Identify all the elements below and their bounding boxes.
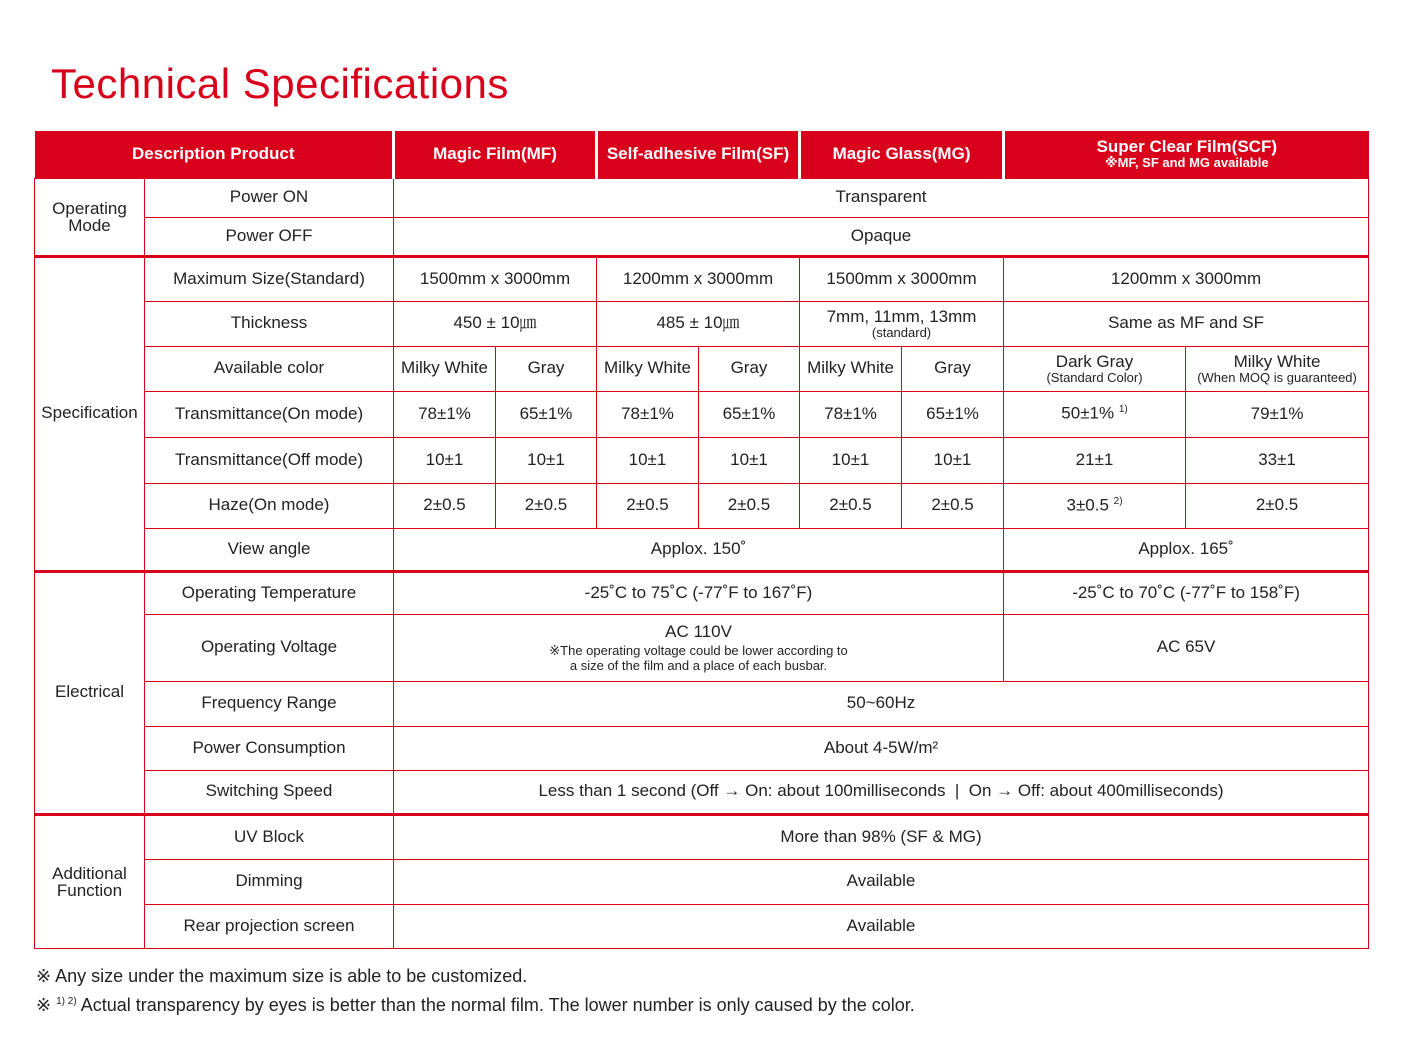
row-trans-off xyxy=(35,437,1369,483)
haze-value: 2±0.5 xyxy=(496,483,597,528)
trans-off-value: 10±1 xyxy=(597,437,699,483)
trans-on-value: 78±1% xyxy=(597,391,699,437)
color-scf-milky xyxy=(1186,346,1369,391)
voltage-note-2: a size of the film and a place of each busbar. xyxy=(569,657,828,673)
label-dimming: Dimming xyxy=(145,859,394,904)
dimming-value: Available xyxy=(394,859,1369,904)
thickness-sf: 485 ± 10㎛ xyxy=(597,301,800,346)
scf-milky-note: (When MOQ is guaranteed) xyxy=(1197,370,1357,386)
header-mg: Magic Glass(MG) xyxy=(800,131,1004,178)
section-electrical: Electrical xyxy=(35,571,145,814)
label-thickness: Thickness xyxy=(145,301,394,346)
row-switch xyxy=(35,770,1369,814)
temp-scf: -25˚C to 70˚C (-77˚F to 158˚F) xyxy=(1004,571,1369,614)
label-freq: Frequency Range xyxy=(145,681,394,726)
footnote-mark-2: 2) xyxy=(1113,495,1123,507)
label-power: Power Consumption xyxy=(145,726,394,770)
haze-scf-dark xyxy=(1004,483,1186,528)
color-mg-milky: Milky White xyxy=(800,346,902,391)
max-size-mf: 1500mm x 3000mm xyxy=(394,256,597,301)
haze-scf-milky: 2±0.5 xyxy=(1186,483,1369,528)
trans-on-scf-dark-value: 50±1% xyxy=(1061,403,1115,423)
row-thickness xyxy=(35,301,1369,346)
row-view-angle xyxy=(35,528,1369,571)
footnotes xyxy=(36,964,915,1018)
label-trans-on: Transmittance(On mode) xyxy=(145,391,394,437)
page-title: Technical Specifications xyxy=(51,60,509,107)
header-scf-title: Super Clear Film(SCF) xyxy=(1096,136,1277,156)
trans-on-scf-milky: 79±1% xyxy=(1186,391,1369,437)
max-size-sf: 1200mm x 3000mm xyxy=(597,256,800,301)
label-rear: Rear projection screen xyxy=(145,904,394,948)
label-power-off: Power OFF xyxy=(145,217,394,256)
trans-off-scf-milky: 33±1 xyxy=(1186,437,1369,483)
haze-value: 2±0.5 xyxy=(902,483,1004,528)
view-angle-scf: Applox. 165˚ xyxy=(1004,528,1369,571)
label-power-on: Power ON xyxy=(145,178,394,217)
dark-gray-label: Dark Gray xyxy=(1055,351,1134,371)
voltage-main xyxy=(394,614,1004,681)
freq-value: 50~60Hz xyxy=(394,681,1369,726)
trans-on-value: 65±1% xyxy=(902,391,1004,437)
trans-off-value: 10±1 xyxy=(394,437,496,483)
voltage-scf: AC 65V xyxy=(1004,614,1369,681)
trans-on-value: 65±1% xyxy=(496,391,597,437)
row-temp xyxy=(35,571,1369,614)
footnote-2-prefix: ※ xyxy=(36,995,52,1015)
row-voltage xyxy=(35,614,1369,681)
trans-on-value: 78±1% xyxy=(800,391,902,437)
label-trans-off: Transmittance(Off mode) xyxy=(145,437,394,483)
color-sf-gray: Gray xyxy=(699,346,800,391)
color-mg-gray: Gray xyxy=(902,346,1004,391)
section-specification: Specification xyxy=(35,256,145,571)
header-sf: Self-adhesive Film(SF) xyxy=(597,131,800,178)
haze-value: 2±0.5 xyxy=(597,483,699,528)
row-power-on xyxy=(35,178,1369,217)
label-switch: Switching Speed xyxy=(145,770,394,814)
row-haze xyxy=(35,483,1369,528)
switch-value: Less than 1 second (Off → On: about 100milliseconds | On → Off: about 400milliseconds) xyxy=(394,770,1369,814)
color-sf-milky: Milky White xyxy=(597,346,699,391)
row-rear xyxy=(35,904,1369,948)
thickness-scf: Same as MF and SF xyxy=(1004,301,1369,346)
thickness-mg-note: (standard) xyxy=(871,325,932,341)
section-operating-mode: Operating Mode xyxy=(35,178,145,256)
footnote-2-marks: 1) 2) xyxy=(56,996,77,1007)
row-trans-on xyxy=(35,391,1369,437)
header-description: Description Product xyxy=(35,131,394,178)
row-power xyxy=(35,726,1369,770)
thickness-mg xyxy=(800,301,1004,346)
footnote-2-text: Actual transparency by eyes is better than the normal film. The lower number is only caused by the color. xyxy=(80,995,915,1015)
header-scf xyxy=(1004,131,1369,178)
temp-main: -25˚C to 75˚C (-77˚F to 167˚F) xyxy=(394,571,1004,614)
color-mf-milky: Milky White xyxy=(394,346,496,391)
trans-off-value: 10±1 xyxy=(496,437,597,483)
label-temp: Operating Temperature xyxy=(145,571,394,614)
value-power-on: Transparent xyxy=(394,178,1369,217)
label-color: Available color xyxy=(145,346,394,391)
voltage-note-1: ※The operating voltage could be lower according to xyxy=(549,642,848,658)
trans-off-value: 10±1 xyxy=(699,437,800,483)
row-power-off xyxy=(35,217,1369,256)
voltage-main-value: AC 110V xyxy=(665,622,732,642)
header-scf-note: ※MF, SF and MG available xyxy=(1104,155,1269,171)
row-color xyxy=(35,346,1369,391)
max-size-mg: 1500mm x 3000mm xyxy=(800,256,1004,301)
label-uv: UV Block xyxy=(145,814,394,859)
haze-scf-dark-value: 3±0.5 xyxy=(1066,495,1109,515)
label-max-size: Maximum Size(Standard) xyxy=(145,256,394,301)
trans-on-value: 78±1% xyxy=(394,391,496,437)
row-dimming xyxy=(35,859,1369,904)
trans-on-scf-dark xyxy=(1004,391,1186,437)
header-mf: Magic Film(MF) xyxy=(394,131,597,178)
dark-gray-note: (Standard Color) xyxy=(1046,370,1143,386)
label-haze: Haze(On mode) xyxy=(145,483,394,528)
color-mf-gray: Gray xyxy=(496,346,597,391)
trans-off-value: 10±1 xyxy=(800,437,902,483)
value-power-off: Opaque xyxy=(394,217,1369,256)
color-scf-dark-gray xyxy=(1004,346,1186,391)
haze-value: 2±0.5 xyxy=(800,483,902,528)
trans-off-value: 10±1 xyxy=(902,437,1004,483)
view-angle-main: Applox. 150˚ xyxy=(394,528,1004,571)
spec-table xyxy=(34,131,1369,949)
section-additional: Additional Function xyxy=(35,814,145,948)
scf-milky-label: Milky White xyxy=(1233,351,1321,371)
footnote-2 xyxy=(36,989,915,1018)
max-size-scf: 1200mm x 3000mm xyxy=(1004,256,1369,301)
row-uv xyxy=(35,814,1369,859)
rear-value: Available xyxy=(394,904,1369,948)
uv-value: More than 98% (SF & MG) xyxy=(394,814,1369,859)
row-freq xyxy=(35,681,1369,726)
haze-value: 2±0.5 xyxy=(699,483,800,528)
thickness-mg-value: 7mm, 11mm, 13mm xyxy=(826,306,977,326)
haze-value: 2±0.5 xyxy=(394,483,496,528)
footnote-1: ※ Any size under the maximum size is able to be customized. xyxy=(36,966,528,986)
thickness-mf: 450 ± 10㎛ xyxy=(394,301,597,346)
trans-off-scf-dark: 21±1 xyxy=(1004,437,1186,483)
label-voltage: Operating Voltage xyxy=(145,614,394,681)
header-row xyxy=(35,131,1369,178)
row-max-size xyxy=(35,256,1369,301)
label-view-angle: View angle xyxy=(145,528,394,571)
trans-on-value: 65±1% xyxy=(699,391,800,437)
power-value: About 4-5W/m² xyxy=(394,726,1369,770)
footnote-mark-1: 1) xyxy=(1118,404,1128,416)
